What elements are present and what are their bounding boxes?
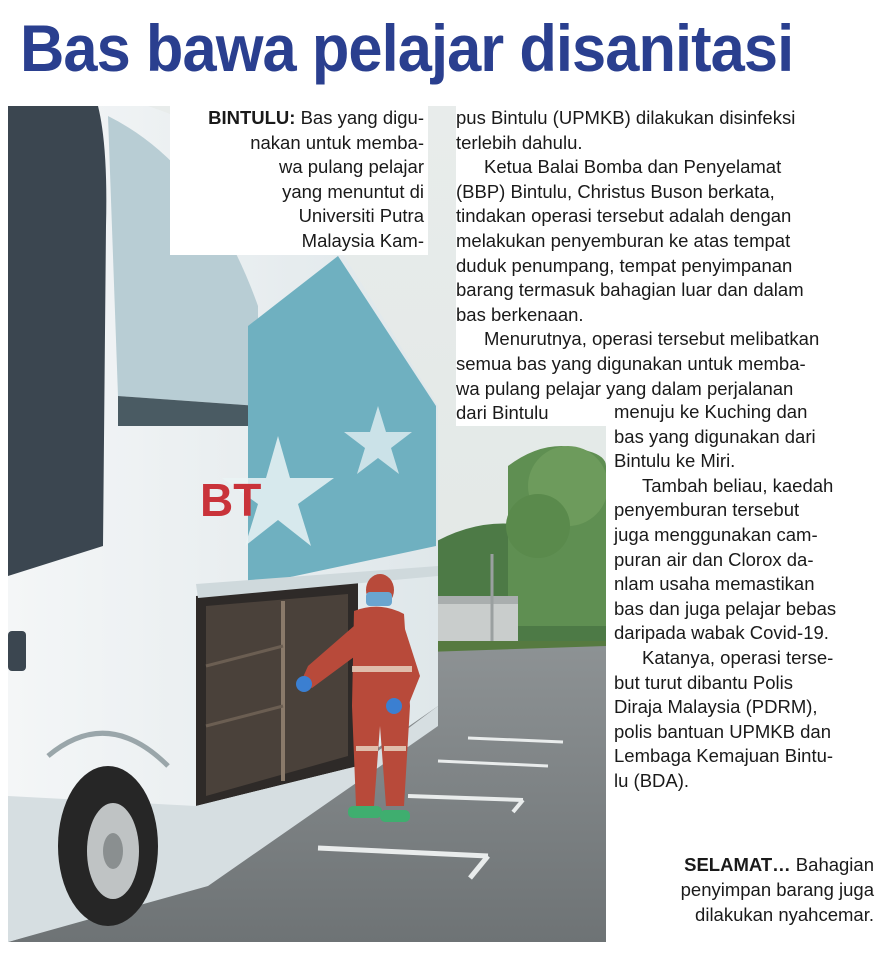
body-line: but turut dibantu Polis [614,671,793,693]
caption-lead: SELAMAT… [684,854,791,875]
body-line: Bintulu ke Miri. [614,450,736,472]
body-line: Lembaga Kemajuan Bintu- [614,745,834,767]
body-line: juga menggunakan cam- [614,523,818,545]
dateline: BINTULU: [208,107,296,128]
body-line: penyemburan tersebut [614,499,800,521]
headline: Bas bawa pelajar disanitasi [20,11,794,85]
photo-caption [618,852,874,927]
intro-line: yang menuntut di [282,180,424,202]
body-line: pus Bintulu (UPMKB) dilakukan disinfeksi [456,107,796,128]
caption-text: penyimpan barang juga [680,879,874,900]
body-line: Ketua Balai Bomba dan Penyelamat [484,156,782,178]
body-line: Katanya, operasi terse- [642,646,834,668]
body-line: menuju ke Kuching dan [614,401,808,422]
body-line: Diraja Malaysia (PDRM), [614,696,818,718]
body-line: daripada wabak Covid-19. [614,622,829,644]
intro-line: Malaysia Kam- [301,229,424,251]
intro-line: Bas yang digu- [295,107,424,128]
intro-line: Universiti Putra [298,205,424,226]
bus-lettering: BT [200,474,262,526]
body-line: lu (BDA). [614,769,690,791]
body-line: semua bas yang digunakan untuk memba- [456,352,806,374]
body-line: terlebih dahulu. [456,131,583,153]
body-line: duduk penumpang, tempat penyimpanan [456,254,793,276]
body-column-narrow [614,400,876,794]
intro-paragraph [170,106,428,255]
body-line: nlam usaha memastikan [614,573,815,595]
body-column-main [456,106,876,426]
body-line: Tambah beliau, kaedah [642,474,834,496]
intro-line: wa pulang pelajar [278,156,424,177]
body-line: dari Bintulu [456,402,549,424]
body-line: (BBP) Bintulu, Christus Buson berkata, [456,180,775,202]
body-line: barang termasuk bahagian luar dan dalam [456,279,804,301]
body-line: wa pulang pelajar yang dalam perjalanan [456,377,794,399]
body-line: bas dan juga pelajar bebas [614,597,837,619]
body-line: tindakan operasi tersebut adalah dengan [456,205,792,227]
caption-text: dilakukan nyahcemar. [695,904,874,925]
body-line: bas berkenaan. [456,303,584,325]
intro-line: nakan untuk memba- [250,131,424,153]
caption-text: Bahagian [790,854,874,875]
body-line: puran air dan Clorox da- [614,548,814,570]
body-line: bas yang digunakan dari [614,425,816,447]
body-line: Menurutnya, operasi tersebut melibatkan [484,328,820,350]
body-line: melakukan penyemburan ke atas tempat [456,229,791,251]
body-line: polis bantuan UPMKB dan [614,720,831,742]
